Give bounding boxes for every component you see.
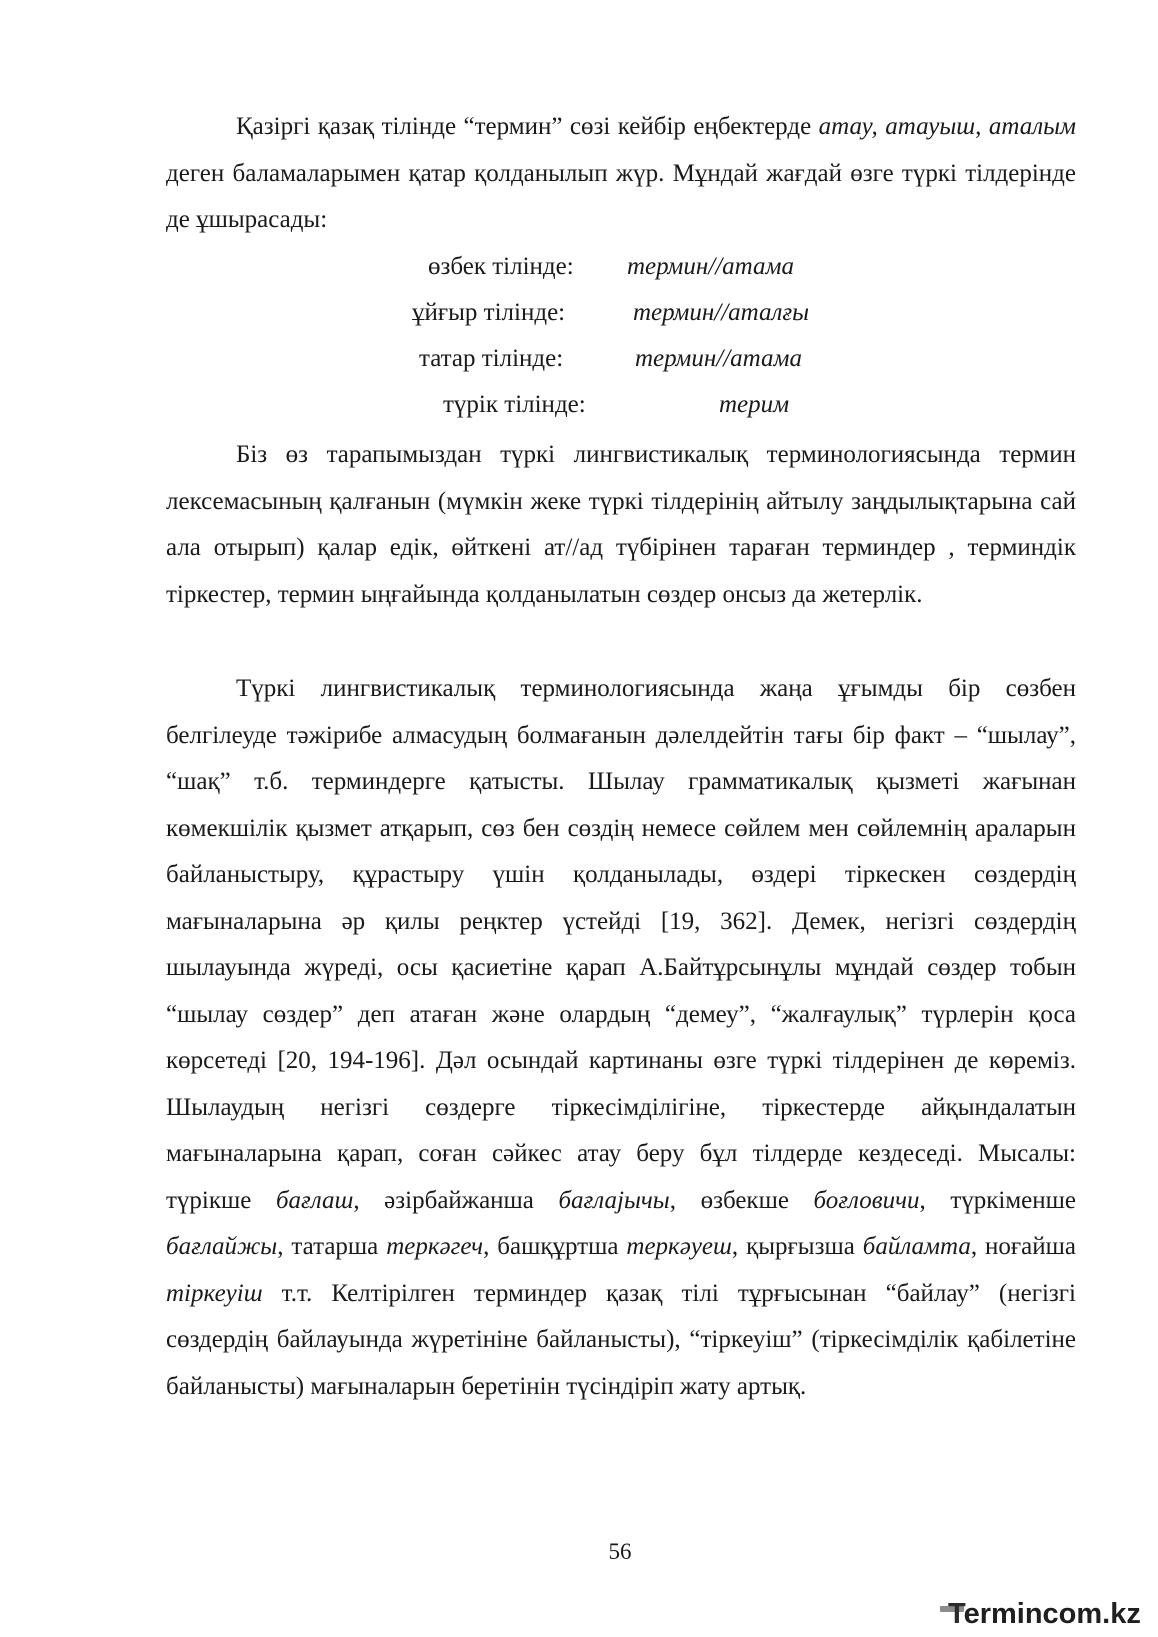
language-list-row-uzbek bbox=[428, 250, 574, 284]
paragraph-1-text-b: деген баламаларымен қатар қолданылып жүр. Мұндай жағдай өзге түркі тілдерінде де ұшырасады: bbox=[166, 159, 1076, 233]
language-list-term-uyghur bbox=[633, 296, 809, 330]
language-label: өзбек тілінде: bbox=[428, 253, 574, 280]
language-list-term-uzbek bbox=[627, 250, 794, 284]
page-number: 56 bbox=[608, 1539, 632, 1564]
language-list-row-turkish bbox=[443, 388, 586, 422]
watermark-text: ermincom.kz bbox=[963, 1598, 1141, 1630]
paragraph-3-text: , татарша bbox=[277, 1233, 387, 1260]
paragraph-3-text: , қырғызша bbox=[731, 1233, 863, 1260]
paragraph-3-text: , өзбекше bbox=[669, 1186, 814, 1214]
italic-term: боғловичи bbox=[813, 1186, 920, 1214]
language-term: терим bbox=[719, 391, 790, 418]
paragraph-2: Біз өз тарапымыздан түркі лингвистикалық терминологиясында термин лексемасының қалғанын (мүмкін жеке түркі тілдерінің айтылу заңдылықтарына сай ала отырып) қалар едік, өйткені ат//ад түбірінен тараған терминдер , терминдік тіркестер, термин ыңғайында қолданылатын сөздер онсыз да жетерлік. bbox=[166, 441, 1076, 608]
italic-term: теркәуеш bbox=[626, 1233, 732, 1260]
paragraph-1-italic-terms: атау, атауыш, аталым bbox=[818, 113, 1076, 140]
language-label: ұйғыр тілінде: bbox=[412, 299, 566, 326]
language-term: термин//аталғы bbox=[633, 299, 810, 326]
watermark-t-letter: T bbox=[948, 1598, 964, 1630]
paragraph-3-text: Түркі лингвистикалық терминологиясында жаңа ұғымды бір сөзбен белгілеуде тәжірибе алмасудың болмағанын дәлелдейтін тағы бір факт – “шылау”, “шақ” т.б. терминдерге қатысты. Шылау грамматикалық қызметі жағынан көмекшілік қызмет атқарып, сөз бен сөздің немесе сөйлем мен сөйлемнің араларын байланыстыру, құрастыру үшін қолданылады, өздері тіркескен сөздердің мағыналарына әр қилы реңктер үстейді [19, 362]. Демек, негізгі сөздердің шылауында жүреді, осы қасиетіне қарап А.Байтұрсынұлы мұндай сөздер тобын “шылау сөздер” деп атаған және олардың “демеу”, “жалғаулық” түрлерін қоса көрсетеді [20, 194-196]. Дәл осындай картинаны өзге түркі тілдерінен де көреміз. Шылаудың негізгі сөздерге тіркесімділігіне, тіркестерде айқындалатын мағыналарына қарап, соған сәйкес атау беру бұл тілдерде кездеседі. Мысалы: түрікше bbox=[166, 675, 1076, 1214]
language-label: татар тілінде: bbox=[419, 345, 564, 372]
paragraph-3-text: , ноғайша bbox=[970, 1233, 1077, 1260]
italic-term: теркәгеч bbox=[386, 1233, 484, 1260]
language-list-term-tatar bbox=[635, 342, 802, 376]
paragraph-3 bbox=[166, 666, 1076, 1410]
language-label: түрік тілінде: bbox=[443, 391, 586, 418]
paragraph-3-text: , түркіменше bbox=[919, 1186, 1076, 1214]
italic-term: бағлајычы bbox=[558, 1186, 670, 1214]
language-list-term-turkish bbox=[719, 388, 789, 422]
italic-term: тіркеуіш bbox=[166, 1279, 263, 1307]
paragraph-1 bbox=[166, 104, 1076, 244]
language-list-row-uyghur bbox=[412, 296, 565, 330]
paragraph-3-text: т.т. Келтірілген терминдер қазақ тілі тұрғысынан “байлау” (негізгі сөздердің байлауында жүретініне байланысты), “тіркеуіш” (тіркесімділік қабілетіне байланысты) мағыналарын беретінін түсіндіріп жату артық. bbox=[166, 1279, 1076, 1400]
language-list-row-tatar bbox=[419, 342, 563, 376]
language-term: термин//атама bbox=[635, 345, 802, 372]
paragraph-1-text-a: Қазіргі қазақ тілінде “термин” сөзі кейбір еңбектерде bbox=[236, 113, 819, 140]
italic-term: бағлаш bbox=[275, 1186, 354, 1214]
watermark-logo bbox=[948, 1598, 1141, 1631]
paragraph-3-text: , әзірбайжанша bbox=[353, 1186, 559, 1214]
language-term: термин//атама bbox=[627, 253, 794, 280]
paragraph-3-text: , башқұртша bbox=[483, 1233, 627, 1260]
italic-term: бағлайжы bbox=[166, 1233, 278, 1260]
italic-term: байламта bbox=[862, 1233, 971, 1260]
